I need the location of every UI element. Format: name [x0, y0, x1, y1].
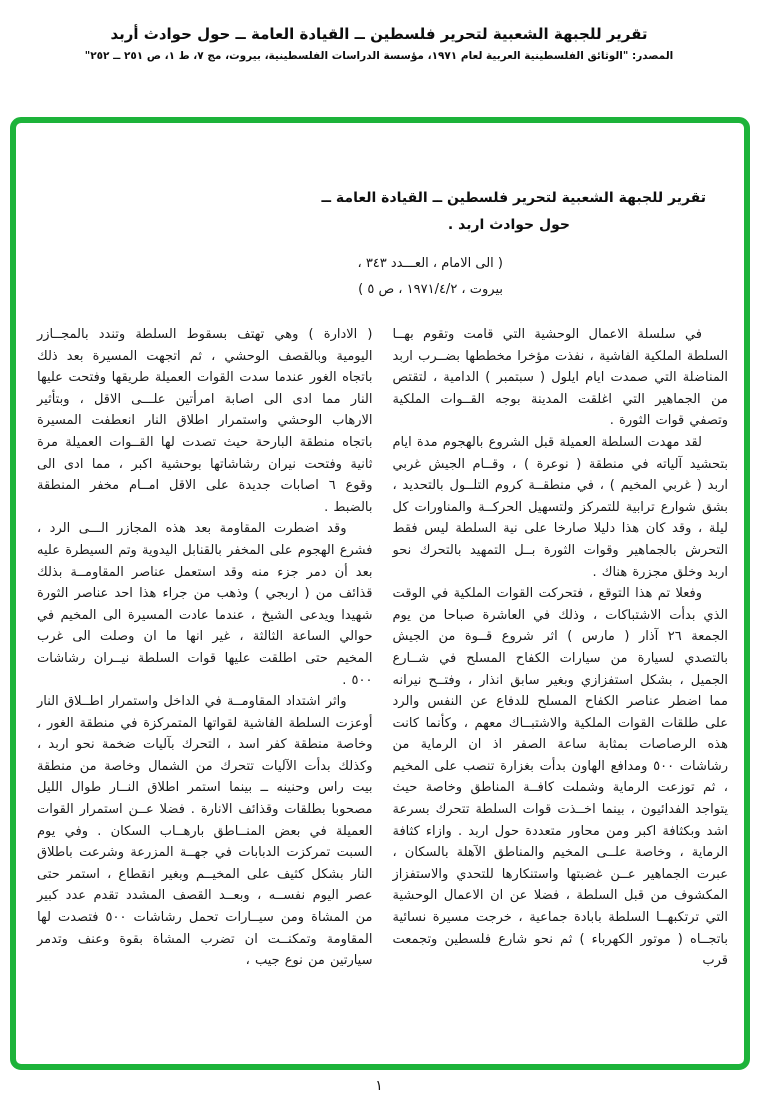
page-header [0, 25, 758, 62]
citation-line-1: ( الى الامام ، العـــدد ٣٤٣ ، [357, 256, 503, 271]
paragraph: ( الادارة ) وهي تهتف بسقوط السلطة وتندد بالمجــازر اليومية وبالقصف الوحشي ، ثم اتجهت المسيرة بعد ذلك باتجاه الغور عندما سدت القوات العميلة طريقها وفتحت عليها النار مما ادى الى اصابة امرأتين علـــى الاقل ، وبتأثير الارهاب الوحشي واستمرار اطلاق النار انعطفت المسيرة باتجاه منطقة البارحة حيث تصدت لها القــوات العميلة مرة ثانية وفتحت نيران رشاشاتها بوحشية اكبر ، مما ادى الى وقوع ٦ اصابات جديدة على الاقل امــام مخفر المنطقة بالضبط . [37, 327, 373, 515]
publication-citation [16, 239, 744, 303]
inner-title-line-2: حول حوادث اربد . [447, 217, 570, 233]
inner-title-line-1: تقرير للجبهة الشعبية لتحرير فلسطين ــ القيادة العامة ــ [321, 190, 706, 206]
column-left [37, 324, 373, 972]
citation-line-2: بيروت ، ١٩٧١/٤/٢ ، ص ٥ ) [358, 282, 503, 297]
paragraph: وفعلا تم هذا التوقع ، فتحركت القوات الملكية في الوقت الذي بدأت الاشتباكات ، وذلك في العاشرة صباحا من يوم الجمعة ٢٦ آذار ( مارس ) اثر شروع قــوة من الجيش بالتصدي لسيارة من سيارات الكفاح المسلح في شــارع الجميل ، بشكل استفزازي وبغير سابق انذار ، وفتــح نيرانه مما اضطر عناصر الكفاح المسلح للدفاع عن النفس والرد على طلقات القوات الملكية والاشتبــاك معهم ، وكأنما كانت هذه الرصاصات بمثابة ساعة الصفر اذ ان الرماية من رشاشات ٥٠٠ ومدافع الهاون بدأت بغزارة تنصب على المخيم ، ثم توزعت الرماية وشملت كافــة المناطق وخاصة حيث يتواجد الفدائيون ، بينما اخــذت قوات السلطة تتحرك بسرعة اشد وبكثافة اكبر ومن محاور متعددة حول اربد . وازاء كثافة الرماية ، وخاصة علــى المخيم والمناطق الآهلة بالسكان ، عبرت الجماهير عــن غضبتها واستنكارها للتحدي والاستفزاز المكشوف من قبل السلطة ، فضلا عن ان الاعمال الوحشية التي ترتكبهــا السلطة بابادة جماعية ، خرجت مسيرة نسائية باتجــاه ( موتور الكهرباء ) ثم نحو شارع فلسطين وتجمعت قرب [392, 586, 728, 969]
paragraph: لقد مهدت السلطة العميلة قبل الشروع بالهجوم مدة ايام بتحشيد آلياته في منطقة ( نوعرة ) ، وقــام الجيش غربي اربد ( غربي المخيم ) ، في منطقــة كروم التلــول بالتحديد ، بشق شوارع ترابية للتمركز ولتسهيل الحركــة والمناورات كل ليلة ، وقد كان هذا دليلا صارخا على نية السلطة ليس فقط التحرش بالجماهير وقوات الثورة بــل التمهيد بالتحرك نحو اربد وخلق مجزرة هناك . [392, 434, 728, 580]
paragraph: واثر اشتداد المقاومــة في الداخل واستمرار اطــلاق النار أوعزت السلطة الفاشية لقواتها المتمركزة في منطقة الغور ، وخاصة منطقة كفر اسد ، التحرك بآليات ضخمة نحو اربد ، وكذلك بدأت الآليات تتحرك من الشمال وخاصة من منطقة بيت راس وحنينه ــ بينما استمر اطلاق النــار طوال الليل مصحوبا بطلقات وقذائف الانارة . فضلا عــن استمرار القوات العميلة في بعض المنــاطق بارهــاب السكان . وفي يوم السبت تمركزت الدبابات في جهــة المزرعة وشرعت باطلاق النار بشكل كثيف على المخيــم وبغير انقطاع ، استمر حتى عصر اليوم نفســه ، وبعــد القصف المشدد تقدم عدد كبير من المشاة ومن سيــارات تحمل رشاشات ٥٠٠ فتصدت لها المقاومة وتمكنــت ان تضرب المشاة بقوة وعنف وتدمر سيارتين من نوع جيب ، [37, 694, 373, 969]
paragraph: في سلسلة الاعمال الوحشية التي قامت وتقوم بهــا السلطة الملكية الفاشية ، نفذت مؤخرا مخططها بضــرب اربد المناضلة التي صمدت ايام ايلول ( سبتمبر ) الدامية ، لتقتص من الجماهير التي اغلقت المدينة بوجه القــوات الملكية وتصفي قوات الثورة . [392, 327, 728, 429]
paragraph: وقد اضطرت المقاومة بعد هذه المجازر الـــى الرد ، فشرع الهجوم على المخفر بالقنابل اليدوية وتم السيطرة عليه بعد أن دمر جزء منه وقد استعمل عناصر المقاومــة بذلك قذائف من ( اربجي ) وذهب من جراء هذا احد عناصر الثورة شهيدا ويدعى الشيخ ، عندما عادت المسيرة الى المخيم في حوالي الساعة الثالثة ، غير انها ما ان وصلت الى غرب المخيم حتى اطلقت عليها قوات السلطة نيــران رشاشات ٥٠٠ . [37, 521, 373, 688]
inner-document-title [16, 123, 744, 239]
page-number: ١ [375, 1078, 383, 1094]
column-right [393, 324, 729, 972]
source-citation-line: المصدر: "الوثائق الفلسطينية العربية لعام ١٩٧١، مؤسسة الدراسات الفلسطينية، بيروت، مج ٧، ط ١، ص ٢٥١ ــ ٢٥٢" [84, 50, 674, 62]
body-columns [16, 303, 744, 972]
document-frame [10, 117, 750, 1070]
document-heading: تقرير للجبهة الشعبية لتحرير فلسطين ــ القيادة العامة ــ حول حوادث أربد [110, 25, 648, 43]
